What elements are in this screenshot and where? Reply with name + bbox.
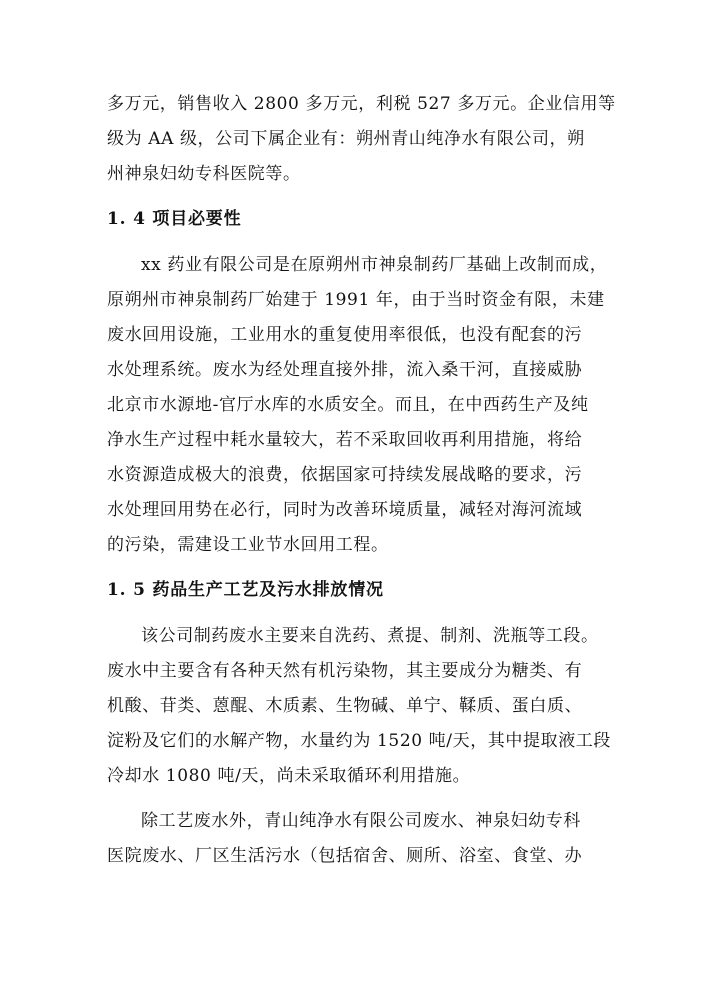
paragraph-line: 原朔州市神泉制药厂始建于 1991 年，由于当时资金有限，未建 [107, 290, 605, 310]
paragraph-line: 冷却水 1080 吨/天，尚未采取循环利用措施。 [107, 766, 471, 786]
paragraph-line: 医院废水、厂区生活污水（包括宿舍、厕所、浴室、食堂、办 [107, 846, 583, 866]
paragraph-line: 水处理系统。废水为经处理直接外排，流入桑干河，直接威胁 [107, 360, 583, 380]
paragraph-line: 除工艺废水外，青山纯净水有限公司废水、神泉妇幼专科 [141, 811, 581, 831]
section-heading-1-5: 1. 5 药品生产工艺及污水排放情况 [107, 580, 384, 600]
paragraph-line: 水处理回用势在必行，同时为改善环境质量，减轻对海河流域 [107, 500, 583, 520]
paragraph-line: 废水回用设施，工业用水的重复使用率很低，也没有配套的污 [107, 325, 583, 345]
intro-line-2: 级为 AA 级，公司下属企业有：朔州青山纯净水有限公司，朔 [107, 129, 585, 149]
intro-line-1: 多万元，销售收入 2800 多万元，利税 527 多万元。企业信用等 [107, 94, 616, 114]
paragraph-line: 北京市水源地-官厅水库的水质安全。而且，在中西药生产及纯 [107, 395, 589, 415]
paragraph-line: 水资源造成极大的浪费，依据国家可持续发展战略的要求，污 [107, 465, 583, 485]
intro-line-3: 州神泉妇幼专科医院等。 [107, 164, 301, 184]
paragraph-line: 废水中主要含有各种天然有机污染物，其主要成分为糖类、有 [107, 661, 583, 681]
paragraph-line: 机酸、苷类、蒽醌、木质素、生物碱、单宁、鞣质、蛋白质、 [107, 696, 583, 716]
paragraph-line: 淀粉及它们的水解产物，水量约为 1520 吨/天，其中提取液工段 [107, 731, 611, 751]
paragraph-line: 净水生产过程中耗水量较大，若不采取回收再利用措施，将给 [107, 430, 583, 450]
paragraph-line: 该公司制药废水主要来自洗药、煮提、制剂、洗瓶等工段。 [141, 626, 599, 646]
paragraph-line: 的污染，需建设工业节水回用工程。 [107, 535, 389, 555]
section-heading-1-4: 1. 4 项目必要性 [107, 209, 242, 229]
paragraph-line: xx 药业有限公司是在原朔州市神泉制药厂基础上改制而成， [141, 255, 608, 275]
